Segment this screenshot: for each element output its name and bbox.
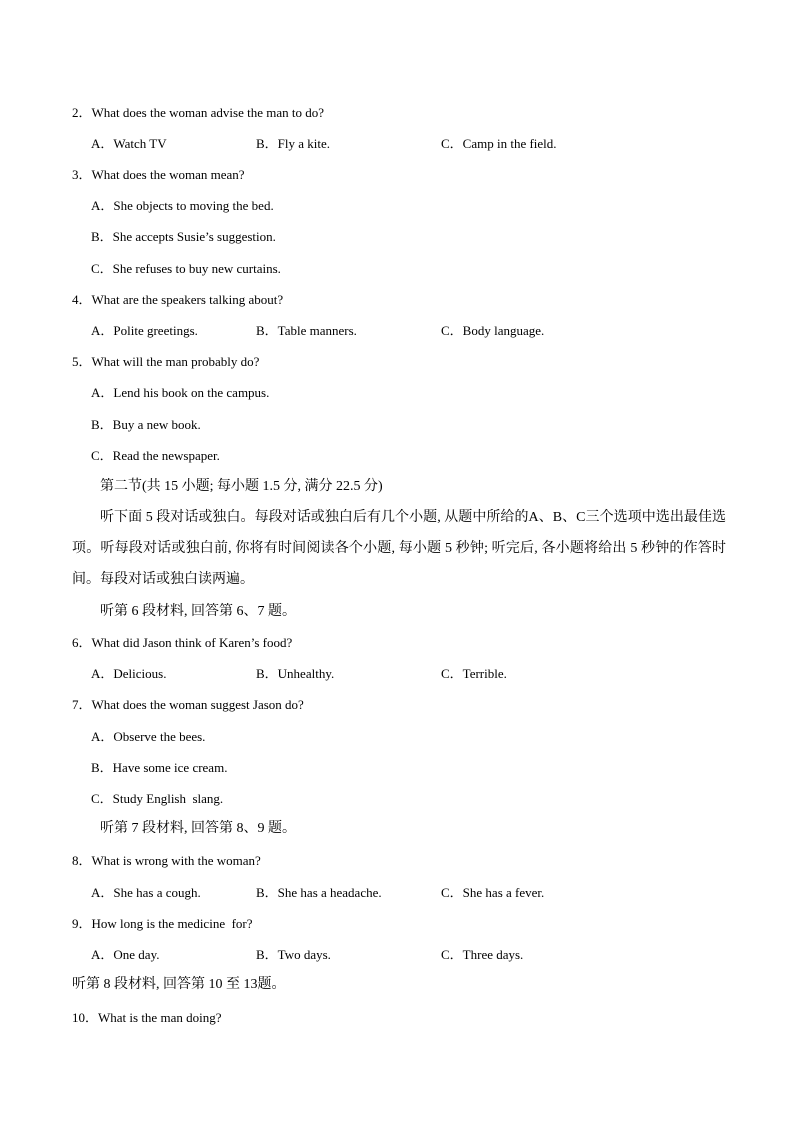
q9-option-a: A．One day. <box>91 947 160 962</box>
material-6-heading: 听第 6 段材料, 回答第 6、7 题。 <box>100 604 296 619</box>
q3-option-a: A．She objects to moving the bed. <box>91 198 274 213</box>
q3-option-c: C．She refuses to buy new curtains. <box>91 261 281 276</box>
question-6: 6．What did Jason think of Karen’s food? <box>72 635 293 650</box>
q7-option-b: B．Have some ice cream. <box>91 760 228 775</box>
q3-option-b: B．She accepts Susie’s suggestion. <box>91 229 276 244</box>
question-3: 3．What does the woman mean? <box>72 167 245 182</box>
q5-option-b: B．Buy a new book. <box>91 417 201 432</box>
q4-option-b: B．Table manners. <box>256 323 357 338</box>
q4-option-a: A．Polite greetings. <box>91 323 198 338</box>
material-7-heading: 听第 7 段材料, 回答第 8、9 题。 <box>100 821 296 836</box>
q6-option-a: A．Delicious. <box>91 666 167 681</box>
section-header: 第二节(共 15 小题; 每小题 1.5 分, 满分 22.5 分) <box>100 479 383 494</box>
q4-option-c: C．Body language. <box>441 323 545 338</box>
question-5: 5．What will the man probably do? <box>72 354 260 369</box>
question-8: 8．What is wrong with the woman? <box>72 853 261 868</box>
question-9: 9．How long is the medicine for? <box>72 916 253 931</box>
q9-option-c: C．Three days. <box>441 947 524 962</box>
question-7: 7．What does the woman suggest Jason do? <box>72 697 304 712</box>
question-10: 10．What is the man doing? <box>72 1010 222 1025</box>
q8-option-c: C．She has a fever. <box>441 885 545 900</box>
q2-option-a: A．Watch TV <box>91 136 167 151</box>
q7-option-a: A．Observe the bees. <box>91 729 206 744</box>
q6-option-b: B．Unhealthy. <box>256 666 335 681</box>
material-8-heading: 听第 8 段材料, 回答第 10 至 13题。 <box>72 977 286 992</box>
q9-option-b: B．Two days. <box>256 947 331 962</box>
section-instructions: 听下面 5 段对话或独白。每段对话或独白后有几个小题, 从题中所给的A、B、C三个选项中选出最佳选项。听每段对话或独白前, 你将有时间阅读各个小题, 每小题 5 秒钟; 听完后, 各小题将给出 5 秒钟的作答时间。每段对话或独白读两遍。 <box>72 510 726 588</box>
q2-option-b: B．Fly a kite. <box>256 136 331 151</box>
question-2: 2．What does the woman advise the man to do? <box>72 105 324 120</box>
q2-option-c: C．Camp in the field. <box>441 136 557 151</box>
q7-option-c: C．Study English slang. <box>91 791 224 806</box>
q6-option-c: C．Terrible. <box>441 666 507 681</box>
q8-option-a: A．She has a cough. <box>91 885 201 900</box>
question-4: 4．What are the speakers talking about? <box>72 292 284 307</box>
q5-option-a: A．Lend his book on the campus. <box>91 385 270 400</box>
q8-option-b: B．She has a headache. <box>256 885 382 900</box>
q5-option-c: C．Read the newspaper. <box>91 448 220 463</box>
